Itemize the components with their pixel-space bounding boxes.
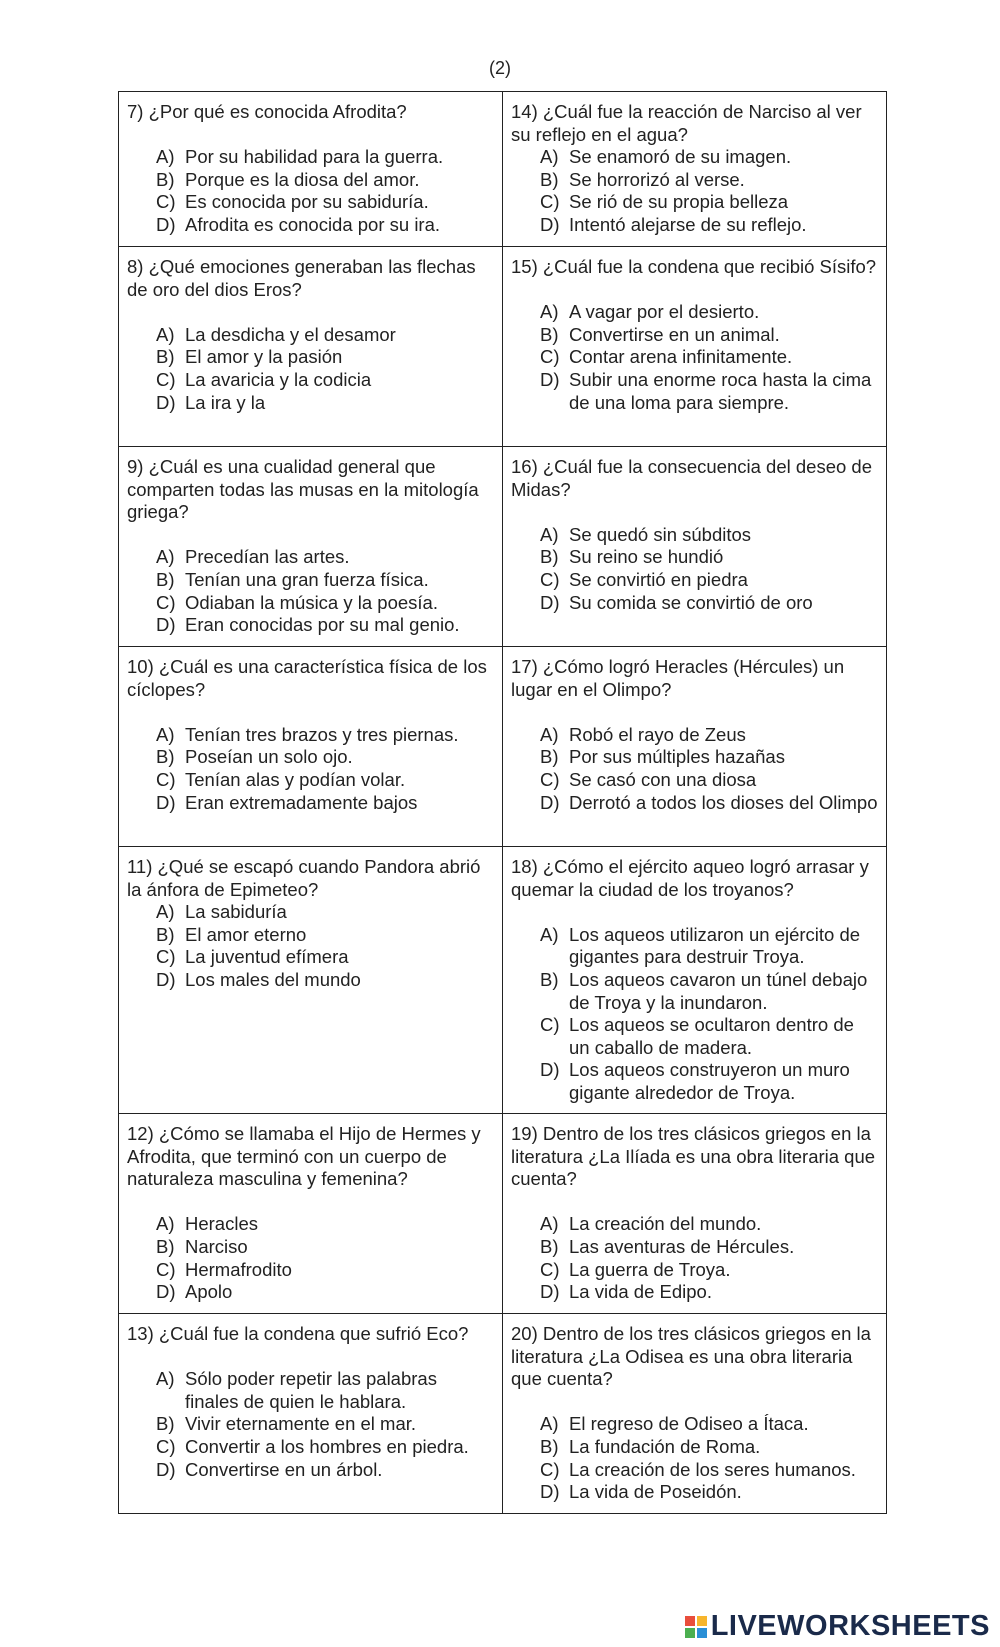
option-letter: D) — [540, 213, 560, 235]
question-text: 18) ¿Cómo el ejército aqueo logró arrasar y quemar la ciudad de los troyanos? — [511, 856, 869, 900]
logo-square — [685, 1628, 695, 1638]
question-cell — [119, 447, 503, 647]
question-cell — [503, 1114, 887, 1314]
question-row — [119, 247, 887, 447]
option-text: Se quedó sin súbditos — [569, 523, 752, 545]
answer-option[interactable] — [540, 1014, 878, 1059]
option-text: La sabiduría — [185, 901, 287, 923]
option-letter: B) — [156, 1413, 175, 1435]
liveworksheets-logo — [685, 1610, 990, 1643]
answer-option[interactable] — [156, 1259, 494, 1282]
option-text: A vagar por el desierto. — [569, 301, 760, 323]
option-letter: B) — [156, 346, 175, 368]
question-text: 9) ¿Cuál es una cualidad general que comparten todas las musas en la mitología griega? — [127, 456, 479, 523]
answer-option[interactable] — [156, 614, 494, 637]
option-letter: A) — [156, 1368, 175, 1390]
option-letter: A) — [156, 546, 175, 568]
option-text: Precedían las artes. — [185, 546, 350, 568]
option-text: Afrodita es conocida por su ira. — [185, 213, 441, 235]
option-text: La fundación de Roma. — [569, 1435, 761, 1457]
answer-option[interactable] — [540, 324, 878, 347]
option-text: Por su habilidad para la guerra. — [185, 146, 444, 168]
option-letter: C) — [540, 1458, 560, 1480]
option-letter: D) — [540, 1481, 560, 1503]
answer-option[interactable] — [156, 569, 494, 592]
answer-option[interactable] — [540, 724, 878, 747]
option-text: La juventud efímera — [185, 946, 349, 968]
answer-option[interactable] — [540, 169, 878, 192]
option-letter: C) — [156, 768, 176, 790]
option-text: Tenían una gran fuerza física. — [185, 568, 429, 590]
logo-square — [697, 1616, 707, 1626]
option-letter: C) — [156, 1435, 176, 1457]
answer-option[interactable] — [156, 1413, 494, 1436]
option-letter: C) — [156, 946, 176, 968]
option-text: Hermafrodito — [185, 1258, 292, 1280]
question-text: 15) ¿Cuál fue la condena que recibió Sísifo? — [511, 256, 877, 277]
answer-option[interactable] — [540, 369, 878, 414]
option-letter: B) — [156, 168, 175, 190]
option-text: La vida de Poseidón. — [569, 1481, 742, 1503]
option-text: Vivir eternamente en el mar. — [185, 1413, 417, 1435]
option-letter: A) — [540, 923, 559, 945]
option-letter: A) — [540, 1413, 559, 1435]
answer-options — [127, 324, 494, 414]
option-text: La vida de Edipo. — [569, 1281, 712, 1303]
option-letter: D) — [540, 368, 560, 390]
answer-option[interactable] — [156, 369, 494, 392]
question-cell — [119, 92, 503, 247]
answer-option[interactable] — [540, 746, 878, 769]
question-cell — [503, 647, 887, 847]
option-text: Eran extremadamente bajos — [185, 791, 418, 813]
answer-option[interactable] — [156, 324, 494, 347]
answer-option[interactable] — [156, 724, 494, 747]
option-text: La ira y la — [185, 391, 266, 413]
option-text: Los aqueos se ocultaron dentro de un caballo de madera. — [569, 1014, 854, 1058]
option-text: Los aqueos construyeron un muro gigante alrededor de Troya. — [569, 1059, 850, 1103]
question-cell — [503, 847, 887, 1114]
option-text: Es conocida por su sabiduría. — [185, 191, 429, 213]
option-text: Se casó con una diosa — [569, 768, 757, 790]
question-cell — [119, 647, 503, 847]
option-letter: C) — [540, 568, 560, 590]
option-letter: A) — [540, 146, 559, 168]
option-letter: D) — [156, 968, 176, 990]
answer-option[interactable] — [540, 1259, 878, 1282]
answer-option[interactable] — [540, 769, 878, 792]
option-text: El regreso de Odiseo a Ítaca. — [569, 1413, 809, 1435]
option-text: Derrotó a todos los dioses del Olimpo — [569, 791, 878, 813]
answer-option[interactable] — [156, 169, 494, 192]
answer-option[interactable] — [540, 346, 878, 369]
option-letter: A) — [156, 723, 175, 745]
option-letter: A) — [156, 146, 175, 168]
answer-option[interactable] — [156, 146, 494, 169]
option-text: Porque es la diosa del amor. — [185, 168, 420, 190]
option-text: La creación de los seres humanos. — [569, 1458, 856, 1480]
answer-options — [511, 301, 878, 414]
answer-options — [511, 146, 878, 236]
option-text: Se enamoró de su imagen. — [569, 146, 792, 168]
answer-option[interactable] — [540, 924, 878, 969]
answer-option[interactable] — [540, 1459, 878, 1482]
option-letter: D) — [156, 391, 176, 413]
option-letter: B) — [156, 568, 175, 590]
option-letter: D) — [540, 1059, 560, 1081]
answer-option[interactable] — [156, 1213, 494, 1236]
option-text: Narciso — [185, 1235, 248, 1257]
option-text: Convertirse en un árbol. — [185, 1458, 383, 1480]
question-text: 7) ¿Por qué es conocida Afrodita? — [127, 101, 407, 122]
answer-option[interactable] — [156, 214, 494, 237]
answer-options — [127, 1213, 494, 1303]
option-letter: C) — [540, 1014, 560, 1036]
option-letter: D) — [540, 1281, 560, 1303]
option-text: Subir una enorme roca hasta la cima de una loma para siempre. — [569, 368, 872, 413]
question-cell — [119, 247, 503, 447]
question-row — [119, 847, 887, 1114]
answer-option[interactable] — [540, 792, 878, 815]
answer-option[interactable] — [156, 346, 494, 369]
answer-option[interactable] — [156, 1368, 494, 1413]
option-letter: C) — [540, 768, 560, 790]
answer-option[interactable] — [156, 1436, 494, 1459]
option-letter: A) — [540, 723, 559, 745]
answer-option[interactable] — [540, 1413, 878, 1436]
option-letter: C) — [540, 1258, 560, 1280]
answer-option[interactable] — [156, 792, 494, 815]
option-text: Se convirtió en piedra — [569, 568, 748, 590]
logo-square — [697, 1628, 707, 1638]
answer-option[interactable] — [156, 1459, 494, 1482]
question-cell — [503, 1314, 887, 1514]
answer-option[interactable] — [540, 1213, 878, 1236]
option-text: Su reino se hundió — [569, 546, 724, 568]
question-text: 19) Dentro de los tres clásicos griegos en la literatura ¿La Ilíada es una obra literaria que cuenta? — [511, 1123, 876, 1190]
logo-text: LIVEWORKSHEETS — [710, 1610, 990, 1642]
option-letter: B) — [540, 1435, 559, 1457]
question-row — [119, 1314, 887, 1514]
answer-option[interactable] — [540, 214, 878, 237]
question-row — [119, 92, 887, 247]
answer-option[interactable] — [156, 746, 494, 769]
answer-options — [127, 901, 494, 991]
option-letter: B) — [156, 1235, 175, 1257]
option-letter: D) — [156, 791, 176, 813]
answer-option[interactable] — [540, 969, 878, 1014]
answer-options — [127, 724, 494, 814]
option-letter: C) — [540, 346, 560, 368]
answer-option[interactable] — [156, 546, 494, 569]
answer-option[interactable] — [540, 1281, 878, 1304]
answer-option[interactable] — [540, 146, 878, 169]
answer-option[interactable] — [540, 524, 878, 547]
answer-option[interactable] — [156, 1281, 494, 1304]
option-text: Convertirse en un animal. — [569, 323, 780, 345]
answer-options — [511, 1413, 878, 1503]
option-letter: B) — [156, 746, 175, 768]
option-letter: B) — [540, 546, 559, 568]
page-number: (2) — [489, 58, 511, 78]
answer-options — [511, 724, 878, 814]
answer-option[interactable] — [540, 546, 878, 569]
option-text: Las aventuras de Hércules. — [569, 1235, 795, 1257]
question-cell — [503, 447, 887, 647]
option-letter: D) — [156, 1281, 176, 1303]
question-text: 8) ¿Qué emociones generaban las flechas de oro del dios Eros? — [127, 256, 476, 300]
question-cell — [119, 1314, 503, 1514]
question-cell — [119, 1114, 503, 1314]
question-text: 10) ¿Cuál es una característica física de los cíclopes? — [127, 656, 487, 700]
quiz-table — [118, 91, 887, 1514]
option-letter: C) — [156, 591, 176, 613]
option-letter: A) — [540, 301, 559, 323]
answer-options — [511, 1213, 878, 1303]
option-text: Apolo — [185, 1281, 233, 1303]
answer-options — [127, 1368, 494, 1481]
option-text: Convertir a los hombres en piedra. — [185, 1435, 469, 1457]
option-letter: B) — [540, 1235, 559, 1257]
option-letter: D) — [156, 1458, 176, 1480]
option-text: Los aqueos cavaron un túnel debajo de Troya y la inundaron. — [569, 968, 868, 1013]
option-text: El amor eterno — [185, 923, 307, 945]
logo-square — [685, 1616, 695, 1626]
answer-option[interactable] — [540, 191, 878, 214]
option-letter: C) — [156, 368, 176, 390]
answer-option[interactable] — [540, 1236, 878, 1259]
question-cell — [119, 847, 503, 1114]
answer-option[interactable] — [156, 1236, 494, 1259]
option-text: Robó el rayo de Zeus — [569, 723, 746, 745]
answer-options — [127, 146, 494, 236]
option-letter: A) — [156, 323, 175, 345]
option-letter: C) — [540, 191, 560, 213]
question-text: 20) Dentro de los tres clásicos griegos en la literatura ¿La Odisea es una obra literaria que cuenta? — [511, 1323, 871, 1390]
option-text: La avaricia y la codicia — [185, 368, 372, 390]
question-row — [119, 1114, 887, 1314]
option-text: La creación del mundo. — [569, 1213, 762, 1235]
answer-options — [511, 924, 878, 1105]
option-text: La guerra de Troya. — [569, 1258, 731, 1280]
option-text: Por sus múltiples hazañas — [569, 746, 785, 768]
option-letter: D) — [540, 591, 560, 613]
option-text: Odiaban la música y la poesía. — [185, 591, 438, 613]
answer-option[interactable] — [156, 592, 494, 615]
option-text: Los males del mundo — [185, 968, 361, 990]
answer-option[interactable] — [156, 901, 494, 924]
option-letter: B) — [156, 923, 175, 945]
option-letter: D) — [156, 213, 176, 235]
option-letter: A) — [540, 1213, 559, 1235]
answer-option[interactable] — [540, 301, 878, 324]
answer-options — [127, 546, 494, 636]
question-text: 11) ¿Qué se escapó cuando Pandora abrió la ánfora de Epimeteo? — [127, 856, 481, 900]
answer-option[interactable] — [540, 1436, 878, 1459]
option-text: Su comida se convirtió de oro — [569, 591, 813, 613]
answer-option[interactable] — [156, 191, 494, 214]
answer-options — [511, 524, 878, 614]
option-letter: A) — [156, 1213, 175, 1235]
logo-mark-icon — [685, 1616, 707, 1638]
option-letter: B) — [540, 746, 559, 768]
option-letter: A) — [156, 901, 175, 923]
question-cell — [503, 247, 887, 447]
question-row — [119, 647, 887, 847]
option-text: Se horrorizó al verse. — [569, 168, 745, 190]
option-text: El amor y la pasión — [185, 346, 343, 368]
option-text: La desdicha y el desamor — [185, 323, 396, 345]
option-text: Se rió de su propia belleza — [569, 191, 789, 213]
option-text: Tenían alas y podían volar. — [185, 768, 406, 790]
option-letter: C) — [156, 191, 176, 213]
answer-option[interactable] — [540, 1059, 878, 1104]
question-row — [119, 447, 887, 647]
option-letter: C) — [156, 1258, 176, 1280]
option-letter: D) — [156, 614, 176, 636]
answer-option[interactable] — [540, 1481, 878, 1504]
question-text: 14) ¿Cuál fue la reacción de Narciso al ver su reflejo en el agua? — [511, 101, 862, 145]
answer-option[interactable] — [540, 592, 878, 615]
option-text: Contar arena infinitamente. — [569, 346, 793, 368]
answer-option[interactable] — [540, 569, 878, 592]
option-text: Sólo poder repetir las palabras finales de quien le hablara. — [185, 1368, 437, 1412]
option-text: Heracles — [185, 1213, 258, 1235]
option-text: Eran conocidas por su mal genio. — [185, 614, 460, 636]
answer-option[interactable] — [156, 392, 494, 415]
option-letter: B) — [540, 968, 559, 990]
answer-option[interactable] — [156, 946, 494, 969]
question-text: 13) ¿Cuál fue la condena que sufrió Eco? — [127, 1323, 469, 1344]
answer-option[interactable] — [156, 924, 494, 947]
option-text: Poseían un solo ojo. — [185, 746, 353, 768]
option-text: Intentó alejarse de su reflejo. — [569, 213, 807, 235]
option-letter: D) — [540, 791, 560, 813]
option-letter: B) — [540, 323, 559, 345]
option-letter: B) — [540, 168, 559, 190]
question-text: 16) ¿Cuál fue la consecuencia del deseo de Midas? — [511, 456, 872, 500]
option-letter: A) — [540, 523, 559, 545]
question-text: 17) ¿Cómo logró Heracles (Hércules) un lugar en el Olimpo? — [511, 656, 845, 700]
option-text: Los aqueos utilizaron un ejército de gigantes para destruir Troya. — [569, 923, 861, 968]
option-text: Tenían tres brazos y tres piernas. — [185, 723, 459, 745]
question-cell — [503, 92, 887, 247]
question-text: 12) ¿Cómo se llamaba el Hijo de Hermes y Afrodita, que terminó con un cuerpo de naturaleza masculina y femenina? — [127, 1123, 481, 1190]
answer-option[interactable] — [156, 969, 494, 992]
answer-option[interactable] — [156, 769, 494, 792]
